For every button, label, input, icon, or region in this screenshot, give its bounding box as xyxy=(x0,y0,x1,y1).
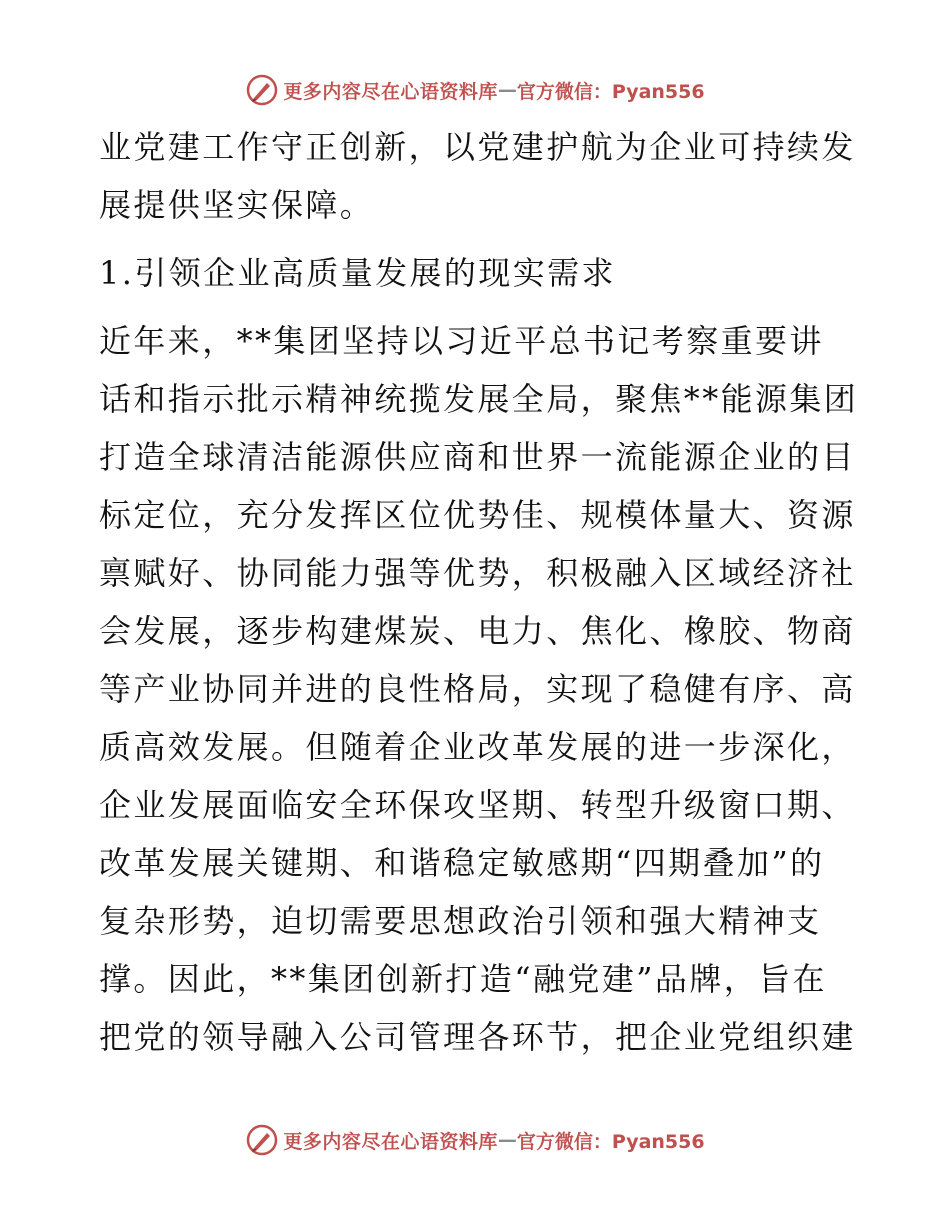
text-line: 业党建工作守正创新，以党建护航为企业可持续发 xyxy=(99,128,856,166)
text-line: 打造全球清洁能源供应商和世界一流能源企业的目 xyxy=(99,438,856,476)
text-line: 质高效发展。但随着企业改革发展的进一步深化， xyxy=(99,728,856,766)
text-line: 把党的领导融入公司管理各环节，把企业党组织建 xyxy=(99,1018,856,1056)
text-line: 企业发展面临安全环保攻坚期、转型升级窗口期、 xyxy=(99,786,856,824)
pen-logo-icon xyxy=(245,73,279,107)
text-line: 展提供坚实保障。 xyxy=(99,186,375,224)
document-body xyxy=(99,118,859,1066)
section-heading: 1.引领企业高质量发展的现实需求 xyxy=(99,254,616,292)
text-line: 会发展，逐步构建煤炭、电力、焦化、橡胶、物商 xyxy=(99,612,856,650)
text-line: 标定位，充分发挥区位优势佳、规模体量大、资源 xyxy=(99,496,856,534)
text-line: 撑。因此，**集团创新打造“融党建”品牌，旨在 xyxy=(99,960,827,998)
text-line: 近年来，**集团坚持以习近平总书记考察重要讲 xyxy=(99,322,824,360)
text-line: 改革发展关键期、和谐稳定敏感期“四期叠加”的 xyxy=(99,844,825,882)
footer-watermark xyxy=(0,1120,950,1160)
watermark-separator: — xyxy=(497,1129,517,1151)
text-line: 复杂形势，迫切需要思想政治引领和强大精神支 xyxy=(99,902,822,940)
watermark-brand: 更多内容尽在心语资料库 xyxy=(283,80,498,103)
watermark-contact: 官方微信：Pyan556 xyxy=(516,1130,705,1153)
text-line: 等产业协同并进的良性格局，实现了稳健有序、高 xyxy=(99,670,856,708)
header-watermark xyxy=(0,70,950,110)
watermark-contact: 官方微信：Pyan556 xyxy=(516,80,705,103)
watermark-separator: — xyxy=(497,79,517,101)
watermark-brand: 更多内容尽在心语资料库 xyxy=(283,1130,498,1153)
text-line: 话和指示批示精神统揽发展全局，聚焦**能源集团 xyxy=(99,380,859,418)
pen-logo-icon xyxy=(245,1123,279,1157)
text-line: 禀赋好、协同能力强等优势，积极融入区域经济社 xyxy=(99,554,856,592)
